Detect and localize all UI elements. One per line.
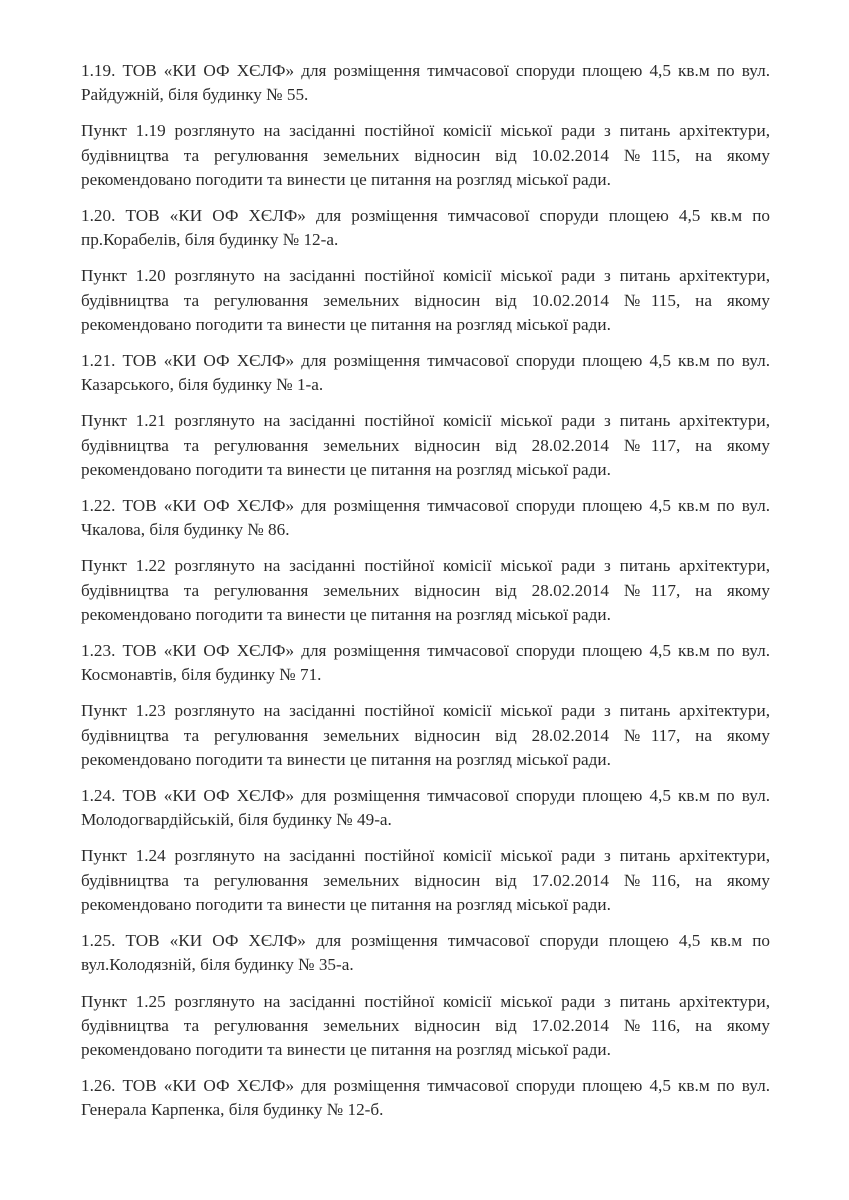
- item-1-21: 1.21. ТОВ «КИ ОФ ХЄЛФ» для розміщення тимчасової споруди площею 4,5 кв.м по вул. Казарського, біля будинку № 1-а.: [81, 351, 770, 395]
- document-page: [81, 59, 770, 1135]
- note-1-24: Пункт 1.24 розглянуто на засіданні постійної комісії міської ради з питань архітектури, будівництва та регулювання земельних відносин від 17.02.2014 №116, на якому рекомендовано погодити та винести це питання на розгляд міської ради.: [81, 846, 770, 914]
- note-1-21: Пункт 1.21 розглянуто на засіданні постійної комісії міської ради з питань архітектури, будівництва та регулювання земельних відносин від 28.02.2014 №117, на якому рекомендовано погодити та винести це питання на розгляд міської ради.: [81, 411, 770, 479]
- item-1-22: 1.22. ТОВ «КИ ОФ ХЄЛФ» для розміщення тимчасової споруди площею 4,5 кв.м по вул. Чкалова, біля будинку № 86.: [81, 496, 770, 540]
- note-1-19: Пункт 1.19 розглянуто на засіданні постійної комісії міської ради з питань архітектури, будівництва та регулювання земельних відносин від 10.02.2014 №115, на якому рекомендовано погодити та винести це питання на розгляд міської ради.: [81, 121, 770, 189]
- note-1-22: Пункт 1.22 розглянуто на засіданні постійної комісії міської ради з питань архітектури, будівництва та регулювання земельних відносин від 28.02.2014 №117, на якому рекомендовано погодити та винести це питання на розгляд міської ради.: [81, 556, 770, 624]
- item-1-24: 1.24. ТОВ «КИ ОФ ХЄЛФ» для розміщення тимчасової споруди площею 4,5 кв.м по вул. Молодогвардійській, біля будинку № 49-а.: [81, 786, 770, 830]
- item-1-20: 1.20. ТОВ «КИ ОФ ХЄЛФ» для розміщення тимчасової споруди площею 4,5 кв.м по пр.Корабелів, біля будинку № 12-а.: [81, 206, 770, 250]
- note-1-25: Пункт 1.25 розглянуто на засіданні постійної комісії міської ради з питань архітектури, будівництва та регулювання земельних відносин від 17.02.2014 №116, на якому рекомендовано погодити та винести це питання на розгляд міської ради.: [81, 991, 770, 1059]
- item-1-26: 1.26. ТОВ «КИ ОФ ХЄЛФ» для розміщення тимчасової споруди площею 4,5 кв.м по вул. Генерала Карпенка, біля будинку № 12-б.: [81, 1076, 770, 1120]
- item-1-25: 1.25. ТОВ «КИ ОФ ХЄЛФ» для розміщення тимчасової споруди площею 4,5 кв.м по вул.Колодязній, біля будинку № 35-а.: [81, 931, 770, 975]
- note-1-20: Пункт 1.20 розглянуто на засіданні постійної комісії міської ради з питань архітектури, будівництва та регулювання земельних відносин від 10.02.2014 №115, на якому рекомендовано погодити та винести це питання на розгляд міської ради.: [81, 266, 770, 334]
- item-1-23: 1.23. ТОВ «КИ ОФ ХЄЛФ» для розміщення тимчасової споруди площею 4,5 кв.м по вул. Космонавтів, біля будинку № 71.: [81, 641, 770, 685]
- note-1-23: Пункт 1.23 розглянуто на засіданні постійної комісії міської ради з питань архітектури, будівництва та регулювання земельних відносин від 28.02.2014 №117, на якому рекомендовано погодити та винести це питання на розгляд міської ради.: [81, 701, 770, 769]
- item-1-19: 1.19. ТОВ «КИ ОФ ХЄЛФ» для розміщення тимчасової споруди площею 4,5 кв.м по вул. Райдужній, біля будинку № 55.: [81, 61, 770, 105]
